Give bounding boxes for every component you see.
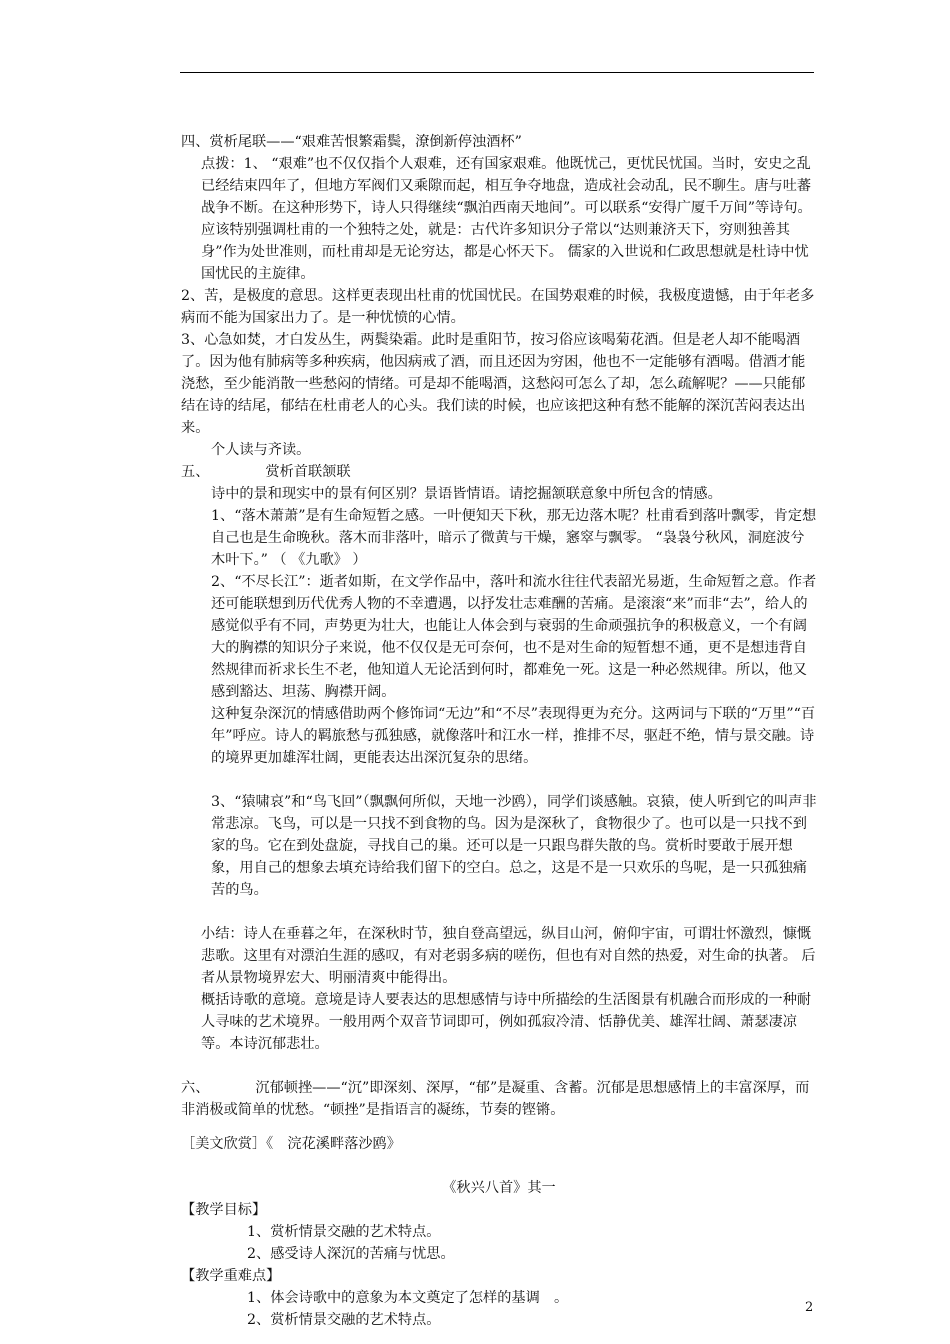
section-4-para-3: 3、心急如焚，才白发丛生，两鬓染霜。此时是重阳节，按习俗应该喝菊花酒。但是老人却不能喝酒了。因为他有肺病等多种疾病，他因病戒了酒，而且还因为穷困，他也不一定能够有酒喝。借酒才能浇愁，至少能消散一些愁闷的情绪。可是却不能喝酒，这愁闷可怎么了却，怎么疏解呢？——只能郁结在诗的结尾，郁结在杜甫老人的心头。我们读的时候，也应该把这种有愁不能解的深沉苦闷表达出来。	[181, 332, 806, 436]
section-4-para-2: 2、苦，是极度的意思。这样更表现出杜甫的忧国忧民。在国势艰难的时候，我极度遗憾，由于年老多病而不能为国家出力了。是一种忧愤的心情。	[181, 288, 815, 326]
key-heading: 【教学重难点】	[181, 1268, 281, 1284]
section-6-number: 六、	[181, 1080, 210, 1096]
page-number: 2	[805, 1300, 814, 1315]
section-5-number: 五、	[181, 464, 210, 480]
section-5-heading: 赏析首联颔联	[265, 464, 351, 480]
section-5-title	[181, 461, 817, 483]
summary-para: 小结：诗人在垂暮之年，在深秋时节，独自登高望远，纵目山河，俯仰宇宙，可谓壮怀激烈，慷慨悲歌。这里有对漂泊生涯的感叹，有对老弱多病的嗟伤，但也有对自然的热爱，对生命的执著。 后者从景物境界宏大、明丽清爽中能得出。	[201, 926, 816, 986]
poem-title: 《秋兴八首》其一	[442, 1180, 556, 1196]
header-rule	[180, 72, 814, 73]
section-6	[181, 1077, 817, 1121]
section-4-reading: 个人读与齐读。	[211, 442, 311, 458]
goal-item-2: 2、感受诗人深沉的苦痛与忧思。	[247, 1246, 455, 1262]
key-item-1: 1、体会诗歌中的意象为本文奠定了怎样的基调 。	[247, 1290, 569, 1306]
section-6-text: 沉郁顿挫——“沉”即深刻、深厚，“郁”是凝重、含蓄。沉郁是思想感情上的丰富深厚，而非消极或简单的忧愁。“顿挫”是指语言的凝练，节奏的铿锵。	[181, 1080, 810, 1118]
section-5-intro: 诗中的景和现实中的景有何区别？景语皆情语。请挖掘颔联意象中所包含的情感。	[211, 486, 722, 502]
document-body	[181, 131, 817, 1331]
section-5-para-1: 1、“落木萧萧”是有生命短暂之感。一叶便知天下秋，那无边落木呢？杜甫看到落叶飘零，肯定想自己也是生命晚秋。落木而非落叶，暗示了微黄与干燥，窸窣与飘零。 “袅袅兮秋风，洞庭波兮木叶下。” （ 《九歌》 ）	[211, 508, 817, 568]
section-5-para-3: 这种复杂深沉的情感借助两个修饰词“无边”和“不尽”表现得更为充分。这两词与下联的“万里”“百年”呼应。诗人的羁旅愁与孤独感，就像落叶和江水一样，推排不尽，驱赶不绝，情与景交融。诗的境界更加雄浑壮阔，更能表达出深沉复杂的思绪。	[211, 706, 816, 766]
section-4-title: 四、赏析尾联——“艰难苦恨繁霜鬓，潦倒新停浊酒杯”	[181, 134, 522, 150]
goal-heading: 【教学目标】	[181, 1202, 267, 1218]
section-5-para-4: 3、“猿啸哀”和“鸟飞回”（飘飘何所似，天地一沙鸥），同学们谈感触。哀猿，使人听到它的叫声非常悲凉。飞鸟，可以是一只找不到食物的鸟。因为是深秋了，食物很少了。也可以是一只找不到家的鸟。它在到处盘旋，寻找自己的巢。还可以是一只跟鸟群失散的鸟。赏析时要敢于展开想象，用自己的想象去填充诗给我们留下的空白。总之，这是不是一只欢乐的鸟呢，是一只孤独痛苦的鸟。	[211, 794, 817, 898]
key-item-2: 2、赏析情景交融的艺术特点。	[247, 1312, 441, 1328]
goal-item-1: 1、赏析情景交融的艺术特点。	[247, 1224, 441, 1240]
appreciation-line: ［美文欣赏］《 浣花溪畔落沙鸥》	[181, 1136, 401, 1152]
summary-para-2: 概括诗歌的意境。意境是诗人要表达的思想感情与诗中所描绘的生活图景有机融合而形成的一种耐人寻味的艺术境界。一般用两个双音节词即可，例如孤寂冷清、恬静优美、雄浑壮阔、萧瑟凄凉等。本诗沉郁悲壮。	[201, 992, 812, 1052]
section-5-para-2: 2、“不尽长江”：逝者如斯，在文学作品中，落叶和流水往往代表韶光易逝，生命短暂之意。作者还可能联想到历代优秀人物的不幸遭遇，以抒发壮志难酬的苦痛。是滚滚“来”而非“去”，给人的感觉似乎有不同，声势更为壮大，也能让人体会到与衰弱的生命顽强抗争的积极意义，一个有阔大的胸襟的知识分子来说，他不仅仅是无可奈何，也不是对生命的短暂想不通，更不是想违背自然规律而祈求长生不老，他知道人无论活到何时，都难免一死。这是一种必然规律。所以，他又感到豁达、坦荡、胸襟开阔。	[211, 574, 817, 700]
section-4-para-1: 点拨：1、 “艰难”也不仅仅指个人艰难，还有国家艰难。他既忧己，更忧民忧国。当时，安史之乱已经结束四年了，但地方军阀们又乘隙而起，相互争夺地盘，造成社会动乱，民不聊生。唐与吐蕃战争不断。在这种形势下，诗人只得继续“飘泊西南天地间”。可以联系“安得广厦千万间”等诗句。应该特别强调杜甫的一个独特之处，就是：古代许多知识分子常以“达则兼济天下，穷则独善其身”作为处世准则，而杜甫却是无论穷达，都是心怀天下。 儒家的入世说和仁政思想就是杜诗中忧国忧民的主旋律。	[201, 156, 812, 282]
